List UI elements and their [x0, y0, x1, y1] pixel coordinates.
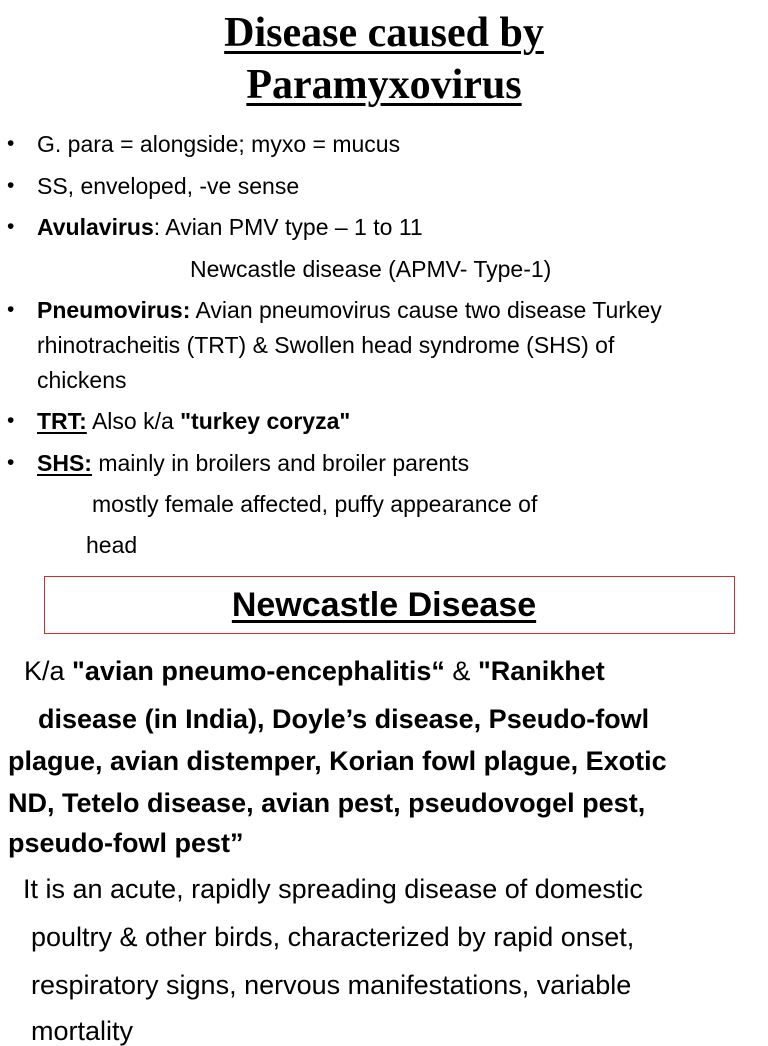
description-line-3: respiratory signs, nervous manifestations, variable: [31, 970, 632, 1000]
aka-line-3: plague, avian distemper, Korian fowl plague, Exotic: [8, 746, 667, 776]
trt-quote: "turkey coryza": [180, 408, 351, 434]
description-line-1: It is an acute, rapidly spreading disease of domestic: [23, 874, 643, 904]
aka-line-4: ND, Tetelo disease, avian pest, pseudovogel pest,: [8, 788, 646, 818]
aka-name-1: "avian pneumo-encephalitis“: [72, 656, 445, 686]
shs-text: mainly in broilers and broiler parents: [91, 450, 470, 476]
term-avulavirus: Avulavirus: [37, 214, 154, 240]
bullet-icon: •: [7, 132, 15, 155]
term-trt: TRT:: [37, 408, 87, 434]
term-shs: SHS:: [37, 450, 92, 476]
bullet-icon: •: [7, 215, 15, 238]
bullet-pneumovirus: [37, 299, 662, 322]
page-title-line-1: Disease caused by: [224, 10, 544, 56]
bullet-icon: •: [7, 174, 15, 197]
pneumovirus-text-line-3: chickens: [37, 367, 127, 393]
shs-continuation-1: mostly female affected, puffy appearance of: [92, 491, 538, 517]
page-title-line-2: Paramyxovirus: [246, 62, 522, 108]
bullet-etymology: G. para = alongside; myxo = mucus: [37, 131, 401, 157]
section-heading: Newcastle Disease: [231, 586, 537, 624]
term-pneumovirus: Pneumovirus:: [37, 297, 191, 323]
aka-amp: &: [444, 656, 478, 686]
bullet-icon: •: [7, 298, 15, 321]
avulavirus-text: : Avian PMV type – 1 to 11: [153, 214, 423, 240]
aka-name-2-start: "Ranikhet: [477, 656, 605, 686]
bullet-shs: [37, 452, 469, 475]
bullet-avulavirus: [37, 216, 423, 239]
description-line-2: poultry & other birds, characterized by rapid onset,: [31, 922, 635, 952]
bullet-trt: [37, 410, 350, 433]
aka-line-2: disease (in India), Doyle’s disease, Pseudo-fowl: [38, 704, 650, 734]
pneumovirus-text-line-2: rhinotracheitis (TRT) & Swollen head syndrome (SHS) of: [37, 332, 615, 358]
shs-continuation-2: head: [86, 532, 138, 558]
bullet-icon: •: [7, 451, 15, 474]
trt-text: Also k/a: [86, 408, 181, 434]
aka-line-1: [24, 658, 605, 685]
aka-line-5: pseudo-fowl pest”: [8, 828, 244, 858]
pneumovirus-text-line-1: Avian pneumovirus cause two disease Turkey: [190, 297, 662, 323]
aka-prefix: K/a: [24, 656, 73, 686]
description-line-4: mortality: [31, 1016, 134, 1046]
bullet-icon: •: [7, 409, 15, 432]
bullet-genome: SS, enveloped, -ve sense: [37, 173, 300, 199]
avulavirus-continuation: Newcastle disease (APMV- Type-1): [190, 256, 552, 282]
